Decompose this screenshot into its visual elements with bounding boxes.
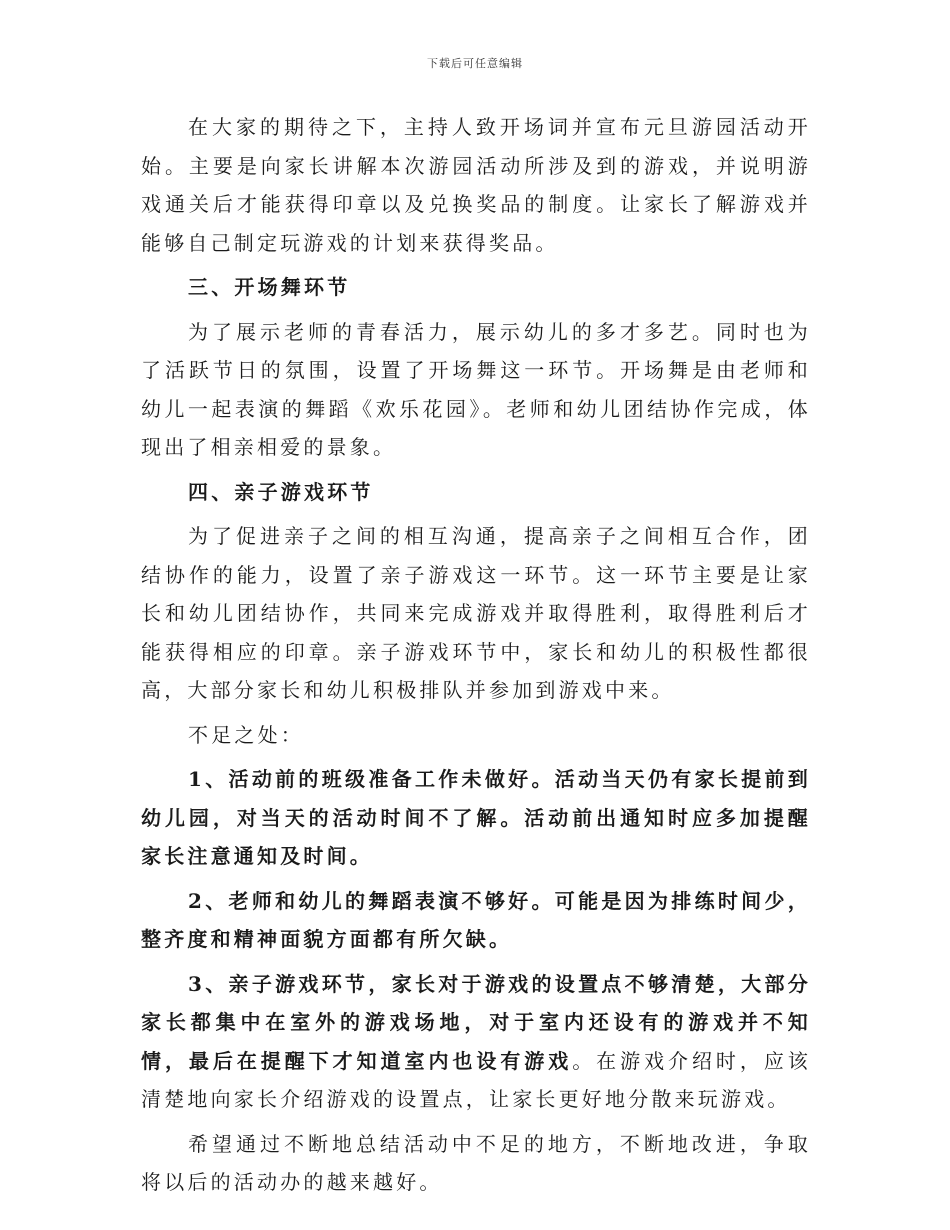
section-heading-parent-child-games: 四、亲子游戏环节 <box>188 479 374 504</box>
document-body <box>141 108 811 1202</box>
paragraph-opening-dance: 为了展示老师的青春活力，展示幼儿的多才多艺。同时也为了活跃节日的氛围，设置了开场舞这一环节。开场舞是由老师和幼儿一起表演的舞蹈《欢乐花园》。老师和幼儿团结协作完成，体现出了相亲相爱的景象。 <box>141 319 811 459</box>
paragraph-opening: 在大家的期待之下，主持人致开场词并宣布元旦游园活动开始。主要是向家长讲解本次游园活动所涉及到的游戏，并说明游戏通关后才能获得印章以及兑换奖品的制度。让家长了解游戏并能够自己制定玩游戏的计划来获得奖品。 <box>141 115 811 255</box>
paragraph-closing: 希望通过不断地总结活动中不足的地方，不断地改进，争取将以后的活动办的越来越好。 <box>141 1131 811 1194</box>
shortcoming-item-1: 1、活动前的班级准备工作未做好。活动当天仍有家长提前到幼儿园，对当天的活动时间不了解。活动前出通知时应多加提醒家长注意通知及时间。 <box>141 767 811 868</box>
paragraph-parent-child-games: 为了促进亲子之间的相互沟通，提高亲子之间相互合作，团结协作的能力，设置了亲子游戏这一环节。这一环节主要是让家长和幼儿团结协作，共同来完成游戏并取得胜利，取得胜利后才能获得相应的印章。亲子游戏环节中，家长和幼儿的积极性都很高，大部分家长和幼儿积极排队并参加到游戏中来。 <box>141 524 811 702</box>
shortcoming-item-3 <box>141 965 811 1119</box>
section-heading-opening-dance: 三、开场舞环节 <box>188 275 351 299</box>
shortcoming-item-3-normal: 。在游戏介绍时，应该清楚地向家长介绍游戏的设置点，让家长更好地分散来玩游戏。 <box>141 1048 811 1111</box>
shortcoming-item-3-bold: 3、亲子游戏环节，家长对于游戏的设置点不够清楚，大部分家长都集中在室外的游戏场地，对于室内还设有的游戏并不知情，最后在提醒下才知道室内也设有游戏 <box>141 971 811 1073</box>
page-header: 下载后可任意编辑 <box>427 57 523 70</box>
shortcoming-item-2: 2、老师和幼儿的舞蹈表演不够好。可能是因为排练时间少，整齐度和精神面貌方面都有所欠缺。 <box>141 888 811 951</box>
shortcomings-label: 不足之处： <box>188 722 304 747</box>
